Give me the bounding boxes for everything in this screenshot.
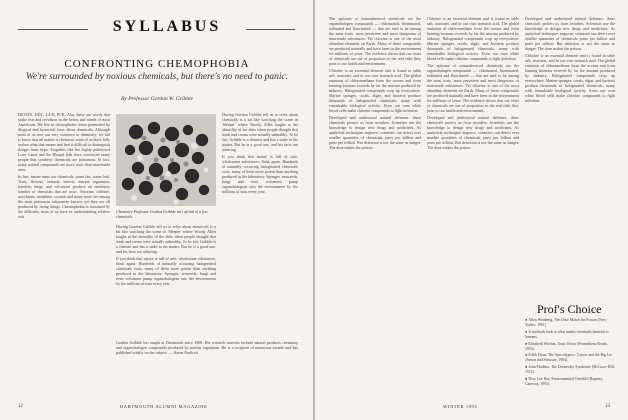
list-item: ● Dixy Lee Ray, Environmental Overkill (Regnery Gateway, 1993). [525,376,603,386]
bullet-icon: ● [525,328,529,334]
molecule-model-image [116,114,216,206]
paragraph-intro: DIOXIN, DDT, 2,4-D, PCB, Alar, these are words that strike fear and revulsion in the hearts and minds of most Americans. We live in chemophobic times permeated by illogical and hysterical fears about chemicals. Although most of us owe our very existence to chemistry, we fail to know that all matter is chemical, most of us don't fully realize what that means and find it difficult to distinguish danger from hype. Tragedies like the highly publicized Love Canal and the Bhopal leak have convinced many people that synthetic chemicals are poisonous. In fact, many natural compounds are more toxic than man-made ones. [18,112,110,172]
paragraph: Chlorine is an essential element and is found in table salt, seawater, and in our own stomach acid. The global emission of chloromethane from the oceans and from burning biomass exceeds by far the amount produced by industry. Halogenated compounds crop up everywhere. Marine sponges, corals, algae, and bacteria produce thousands of halogenated chemicals, many with remarkable biological activity. Even our own white blood cells make chlorine compounds to fight infection. [329,68,421,113]
paragraph: Developed and understood natural defenses, these chemicals protect us from invaders. Scientists use the knowledge to design new drugs and medicines. As analytical techniques improve, scientists can detect ever smaller quantities of chemicals, parts per billion and parts per trillion. But detection is not the same as danger. The dose makes the poison. [525,16,615,51]
left-page [0,0,313,420]
paragraph: Chlorine is an essential element and is found in table salt, seawater, and in our own stomach acid. The global emission of chloromethane from the oceans and from burning biomass exceeds by far the amount produced by industry. Halogenated compounds crop up everywhere. Marine sponges, corals, algae, and bacteria produce thousands of halogenated chemicals, many with remarkable biological activity. Even our own white blood cells make chlorine compounds to fight infection. [427,16,519,61]
bullet-icon: ● [525,352,529,358]
editor-note [116,340,298,400]
paragraph: Having Gordon Gribble tell us to relax about chemicals is a bit like watching the scene in 'Sleeper' where Woody Allen laughs at the absurdity of the diets when people thought that steak and cream were actually unhealthy. To be fair, Gribble is a chemist and has a stake in the matter. But he is a good one, and his facts are sobering. [222,112,298,152]
page-number: 13 [605,404,610,409]
bullet-icon: ● [525,340,529,346]
author-photo [116,114,216,206]
profs-choice-heading: Prof's Choice [537,302,602,316]
paragraph: The epitome of misunderstood chemicals are the organohalogen compounds — chlorinated, brominated, iodinated and fluorinated — that are said to be among the most toxic, most persistent and most dangerous of man-made substances. Yet chlorine is one of the most abundant elements on Earth. Many of these compounds are produced naturally and have been in the environment for millions of years. The evidence shows that our fears of chemicals are out of proportion to the real risks they pose to our health and environment. [329,16,421,66]
list-item: ● Allen Weinberg, The Dose Makes the Poison (New Yorker, 1991) [525,318,607,327]
article-byline: By Professor Gordon W. Gribble [121,96,193,102]
right-column-1 [329,16,421,400]
paragraph: Gordon Gribble has taught at Dartmouth since 1968. His research interests include natural products chemistry and organohalogen compounds produced by marine organisms. He is a recipient of numerous awards and has published widely on the subject. — Karen Endicott [116,340,298,355]
paragraph: If you think that nature is full of safe, wholesome substances, think again. Hundreds of naturally occurring halogenated chemicals exist, many of them more potent than anything produced in the laboratory. Sponges, seaweeds, fungi and even volcanoes pump organohalogens into the environment by the millions of tons every year. [222,154,298,194]
article-deck: We're surrounded by noxious chemicals, but there's no need to panic. [25,72,289,82]
paragraph: Developed and understood natural defenses, these chemicals protect us from invaders. Scientists use the knowledge to design new drugs and medicines. As analytical techniques improve, scientists can detect ever smaller quantities of chemicals, parts per billion and parts per trillion. But detection is not the same as danger. The dose makes the poison. [427,115,519,150]
list-item: ● Edith Efron, The Apocalyptics: Cancer and the Big Lie (Simon and Schuster, 1984). [525,352,612,363]
paragraph: The epitome of misunderstood chemicals are the organohalogen compounds — chlorinated, brominated, iodinated and fluorinated — that are said to be among the most toxic, most persistent and most dangerous of man-made substances. Yet chlorine is one of the most abundant elements on Earth. Many of these compounds are produced naturally and have been in the environment for millions of years. The evidence shows that our fears of chemicals are out of proportion to the real risks they pose to our health and environment. [427,63,519,113]
paragraph: Developed and understood natural defenses, these chemicals protect us from invaders. Scientists use the knowledge to design new drugs and medicines. As analytical techniques improve, scientists can detect ever smaller quantities of chemicals, parts per billion and parts per trillion. But detection is not the same as danger. The dose makes the poison. [329,115,421,150]
page-number: 12 [18,404,23,409]
list-item: ● Elizabeth Whelan, Toxic Terror (Prometheus Books, 1993). [525,340,608,351]
footer-magazine-title: DARTMOUTH ALUMNI MAGAZINE [120,404,208,409]
right-page [315,0,628,420]
right-column-3 [525,16,615,298]
article-headline: CONFRONTING CHEMOPHOBIA [64,58,250,70]
bullet-icon: ● [525,376,529,382]
text-column-1 [18,112,110,400]
bullet-icon: ● [525,318,529,322]
paragraph: If you think that nature is full of safe, wholesome substances, think again. Hundreds of naturally occurring halogenated chemicals exist, many of them more potent than anything produced in the laboratory. Sponges, seaweeds, fungi and even volcanoes pump organohalogens into the environment by the millions of tons every year. [116,256,216,286]
sidebar-column [222,112,298,342]
list-item: ● John Maddox, The Doomsday Syndrome (McGraw-Hill, 1972). [525,364,615,375]
footer-issue-date: WINTER 1993 [443,404,478,409]
paragraph-body: In fact, nature turns out chemicals, some fair, some foul. Trees, flowers, animals, insects, marine organisms, bacteria, fungi, and volcanoes produce an enormous number of chemicals that are toxic. Nicotine, caffeine, strychnine, morphine, cocaine and many more are among the most poisonous substances known, yet they are all produced by living things. Chemophobia is sustained by the difficulty most of us have in understanding relative risk. [18,174,110,219]
bullet-icon: ● [525,364,529,370]
paragraph: Having Gordon Gribble tell us to relax about chemicals is a bit like watching the scene in 'Sleeper' where Woody Allen laughs at the absurdity of the diets when people thought that steak and cream were actually unhealthy. To be fair, Gribble is a chemist and has a stake in the matter. But he is a good one, and his facts are sobering. [116,224,216,254]
paragraph: Chlorine is an essential element and is found in table salt, seawater, and in our own stomach acid. The global emission of chloromethane from the oceans and from burning biomass exceeds by far the amount produced by industry. Halogenated compounds crop up everywhere. Marine sponges, corals, algae, and bacteria produce thousands of halogenated chemicals, many with remarkable biological activity. Even our own white blood cells make chlorine compounds to fight infection. [525,53,615,103]
section-kicker: SYLLABUS [88,18,246,36]
list-item: ● A textbook look at what makes chemicals harmful to humans. [525,328,609,339]
right-column-2 [427,16,519,400]
photo-caption: Chemistry Professor Gordon Gribble isn't afraid of a few chemicals. [116,209,208,219]
profs-choice-list [525,318,615,402]
